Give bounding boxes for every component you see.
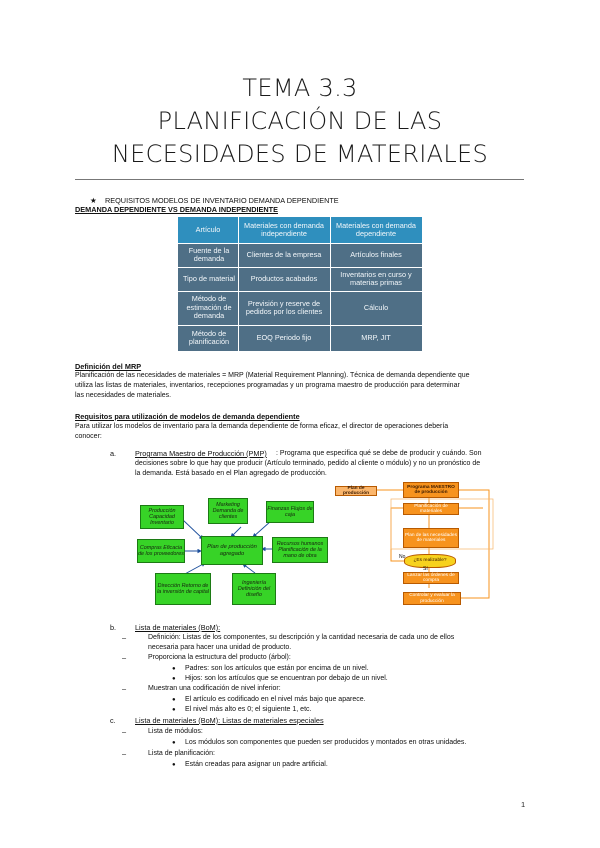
item-a-line: la demanda. Está basado en el Plan agregado de producción. [135, 470, 327, 477]
item-b-marker: b. [110, 623, 117, 632]
diagram-node: Producción Capacidad Inventario [140, 505, 184, 529]
page-number: 1 [521, 800, 526, 809]
requisitos-line: Para utilizar los modelos de inventario para la demanda dependiente de forma eficaz, el director de operaciones debería [75, 423, 449, 430]
mrp-line: Planificación de las necesidades de materiales = MRP (Material Requirement Planning). Técnica de demanda dependiente que [75, 372, 470, 379]
diagram-node: Finanzas Flujos de caja [266, 501, 314, 523]
mrp-flowchart [333, 480, 523, 615]
flow-box: Planificación de materiales [403, 503, 459, 515]
table-cell: Clientes de la empresa [246, 249, 322, 259]
flow-box: Controlar y evaluar la producción [403, 592, 461, 605]
bom-definition-line: necesaria para hacer una unidad de producto. [148, 644, 292, 651]
bom-code: Muestran una codificación de nivel inferior: [148, 685, 281, 692]
planning-item: Están creadas para asignar un padre artificial. [185, 761, 328, 768]
item-a-marker: a. [110, 449, 117, 458]
table-cell: Artículos finales [350, 249, 402, 259]
table-rule [178, 291, 422, 292]
item-a-line: : Programa que especifica qué se debe de producir y cuándo. Son [276, 450, 482, 457]
flow-decision: ¿Es realizable? [404, 554, 456, 568]
table-rule [178, 325, 422, 326]
dot-bullet: ● [172, 762, 176, 768]
dash-bullet: – [122, 633, 127, 642]
bom-code-item: El nivel más alto es 0; el siguiente 1, etc. [185, 706, 312, 713]
table-cell: MRP, JIT [361, 332, 391, 342]
table-cell: Previsión y reserve de pedidos por los clientes [245, 298, 323, 316]
dash-bullet: – [122, 684, 127, 693]
item-c-marker: c. [110, 716, 116, 725]
diagram-node: Recursos humanos Planificación de la mano de obra [272, 537, 328, 563]
mrp-line: las necesidades de materiales. [75, 392, 172, 399]
dash-bullet: – [122, 653, 127, 662]
dash-bullet: – [122, 727, 127, 736]
table-cell: Cálculo [363, 302, 389, 312]
diagram-node: Ingeniería Definición del diseño [232, 573, 276, 605]
diagram-node: Dirección Retorno de la inversión de capital [155, 573, 211, 605]
item-c-title: Lista de materiales (BoM): Listas de materiales especiales [135, 716, 324, 725]
table-rule [238, 217, 239, 351]
table-cell: Método de planificación [188, 328, 230, 346]
flow-box: Plan de las necesidades de materiales [403, 528, 459, 548]
flow-box: Plan de producción [335, 486, 377, 496]
dot-bullet: ● [172, 666, 176, 672]
item-a-title: Programa Maestro de Producción (PMP) [135, 449, 267, 458]
item-b-title: Lista de materiales (BoM): [135, 623, 221, 632]
mrp-line: utiliza las listas de materiales, inventarios, recepciones programadas y un programa maestro de producción para determinar [75, 382, 460, 389]
diagram-node: Marketing Demanda de clientes [208, 498, 248, 524]
table-cell: Fuente de la demanda [188, 245, 230, 263]
flow-box: Lanzar las órdenes de compra [403, 572, 459, 584]
dash-bullet: – [122, 749, 127, 758]
dot-bullet: ● [172, 676, 176, 682]
requisitos-heading: Requisitos para utilización de modelos de demanda dependiente [75, 412, 300, 421]
star-bullet-icon: ★ [90, 196, 97, 205]
diagram-node: Compras Eficacia de los proveedores [137, 539, 185, 563]
table-header-cell: Materiales con demanda dependiente [330, 217, 422, 243]
bom-structure: Proporciona la estructura del producto (árbol): [148, 654, 291, 661]
planning-list: Lista de planificación: [148, 750, 215, 757]
section-subheading: DEMANDA DEPENDIENTE VS DEMANDA INDEPENDIENTE [75, 205, 278, 214]
title-line-1: TEMA 3.3 [242, 74, 358, 102]
aggregate-plan-diagram [135, 487, 333, 612]
bom-structure-item: Padres: son los artículos que están por encima de un nivel. [185, 665, 369, 672]
table-rule [178, 243, 422, 244]
bom-definition-line: Definición: Listas de los componentes, su descripción y la cantidad necesaria de cada uno de ellos [148, 634, 455, 641]
section-heading: REQUISITOS MODELOS DE INVENTARIO DEMANDA DEPENDIENTE [105, 196, 339, 205]
diagram-center-node: Plan de producción agregado [201, 536, 263, 565]
table-cell: Inventarios en curso y materias primas [340, 269, 412, 287]
dot-bullet: ● [172, 740, 176, 746]
bom-code-item: El artículo es codificado en el nivel más bajo que aparece. [185, 696, 366, 703]
modules-item: Los módulos son componentes que pueden ser producidos y montados en otras unidades. [185, 739, 467, 746]
modules-list: Lista de módulos: [148, 728, 203, 735]
item-a-line: decisiones sobre lo que hay que producir (Artículo terminado, pedido al cliente o módulo) y no un pronóstico de [135, 460, 481, 467]
title-divider [75, 179, 524, 180]
flow-label-si: Sí [423, 566, 428, 572]
table-cell: Tipo de material [182, 273, 236, 283]
bom-structure-item: Hijos: son los artículos que se encuentran por debajo de un nivel. [185, 675, 388, 682]
table-header-cell: Artículo [178, 217, 238, 243]
title-line-3: NECESIDADES DE MATERIALES [111, 140, 489, 168]
dot-bullet: ● [172, 697, 176, 703]
comparison-table [178, 217, 422, 351]
dot-bullet: ● [172, 707, 176, 713]
table-header-cell: Materiales con demanda independiente [238, 217, 330, 243]
table-rule [178, 267, 422, 268]
table-cell: Método de estimación de demanda [186, 294, 232, 321]
flow-label-no: No [399, 554, 406, 560]
flow-box: Programa MAESTRO de producción [403, 482, 459, 498]
table-cell: EOQ Periodo fijo [256, 332, 312, 342]
requisitos-line: conocer: [75, 433, 102, 440]
table-rule [330, 217, 331, 351]
title-line-2: PLANIFICACIÓN DE LAS [157, 107, 443, 135]
mrp-heading: Definición del MRP [75, 362, 142, 371]
table-cell: Productos acabados [250, 273, 318, 283]
